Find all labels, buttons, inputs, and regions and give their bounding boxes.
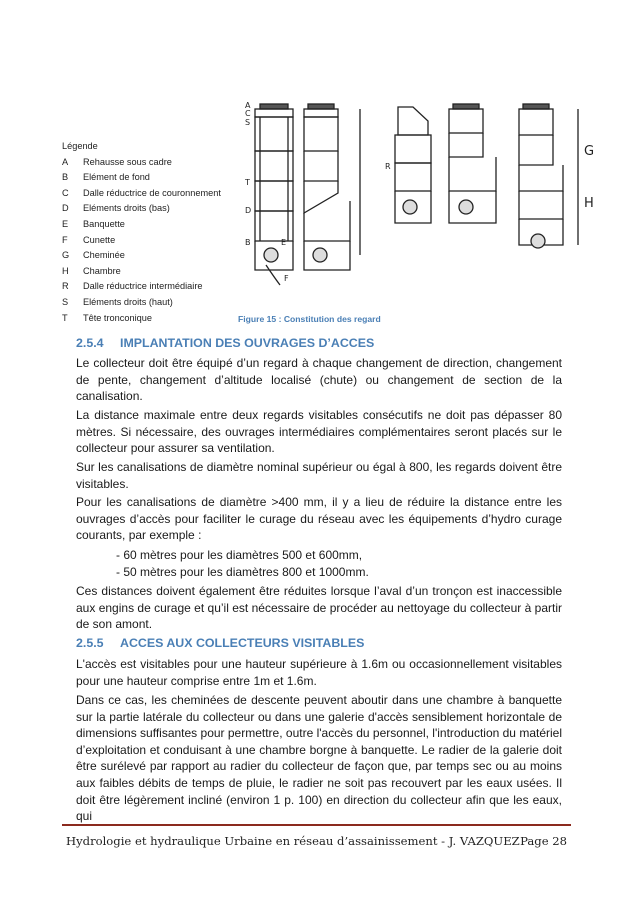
legend-label: Tête tronconique — [83, 312, 152, 323]
legend-key: G — [62, 250, 70, 261]
section-number: 2.5.4 — [76, 336, 104, 350]
legend-item — [62, 155, 221, 171]
page-number: Page 28 — [520, 834, 567, 848]
label-h: H — [584, 196, 594, 211]
footer-rule — [62, 824, 571, 826]
label-d: D — [245, 206, 252, 215]
legend-label: Dalle réductrice intermédiaire — [83, 281, 203, 292]
paragraph: La distance maximale entre deux regards visitables consécutifs ne doit pas dépasser 80 mètres. Si nécessaire, des ouvrages intermédiaires complémentaires seront placés sur le collecteur pour assurer sa ventilation. — [76, 408, 562, 456]
legend-item — [62, 279, 221, 295]
paragraph: Dans ce cas, les cheminées de descente peuvent aboutir dans une chambre à banquette sur la partie latérale du collecteur ou dans une galerie d'accès sensiblement horizontale de dimensions suffisantes pour permettre, outre l'accès du personnel, l'introduction du matériel d’exploitation et conduisant à une chambre borgne à banquette. Le radier de la galerie doit être surélevé par rapport au radier du collecteur de façon que, par temps sec ou au moins aux faibles débits de temps de pluie, le radier ne soit pas recouvert par les eaux usées. Il doit être légèrement incliné (environ 1 p. 100) en direction du collecteur afin que les eaux, qui — [76, 693, 562, 824]
figure-legend — [62, 139, 221, 326]
legend-key: B — [62, 172, 69, 183]
label-e: E — [281, 238, 287, 247]
legend-item — [62, 264, 221, 280]
legend-item — [62, 201, 221, 217]
legend-key: C — [62, 187, 69, 198]
section-title: IMPLANTATION DES OUVRAGES D’ACCES — [120, 336, 375, 350]
legend-label: Eléments droits (bas) — [83, 203, 170, 214]
paragraph: L'accès est visitables pour une hauteur supérieure à 1.6m ou occasionnellement visitables pour une hauteur comprise entre 1m et 1.6m. — [76, 657, 562, 688]
label-g: G — [584, 144, 595, 159]
list-item: - 60 mètres pour les diamètres 500 et 600mm, — [116, 548, 363, 562]
label-t: T — [245, 178, 250, 187]
legend-key: F — [62, 234, 68, 245]
legend-key: E — [62, 218, 69, 229]
section-title: ACCES AUX COLLECTEURS VISITABLES — [120, 636, 365, 650]
legend-item — [62, 295, 221, 311]
legend-label: Banquette — [83, 218, 125, 229]
paragraph: Sur les canalisations de diamètre nominal supérieur ou égal à 800, les regards doivent être visitables. — [76, 460, 562, 491]
manhole-drawing — [238, 95, 598, 300]
section-number: 2.5.5 — [76, 636, 104, 650]
legend-item — [62, 217, 221, 233]
legend-label: Chambre — [83, 265, 121, 276]
legend-key: T — [62, 312, 68, 323]
legend-title: Légende — [62, 141, 98, 151]
paragraph: Le collecteur doit être équipé d’un regard à chaque changement de direction, changement de pente, changement d’altitude localisé (chute) ou changement de section de la canalisation. — [76, 356, 562, 404]
legend-key: D — [62, 203, 69, 214]
label-a: A — [245, 101, 251, 110]
legend-key: A — [62, 156, 69, 167]
legend-label: Dalle réductrice de couronnement — [83, 187, 221, 198]
paragraph: Pour les canalisations de diamètre >400 mm, il y a lieu de réduire la distance entre les ouvrages d’accès pour faciliter le curage du réseau avec les équipements d’hydro curage courants, par exemple : — [76, 495, 562, 543]
legend-item — [62, 233, 221, 249]
legend-key: H — [62, 265, 69, 276]
section-heading-2-5-4 — [76, 336, 374, 350]
diagram-labels — [244, 101, 594, 283]
label-s: S — [245, 118, 251, 127]
legend-item — [62, 170, 221, 186]
label-f: F — [284, 274, 289, 283]
paragraph: Ces distances doivent également être réduites lorsque l’aval d’un tronçon est inaccessible aux engins de curage et qu’il est nécessaire de procéder au nettoyage du collecteur à partir de son amont. — [76, 584, 562, 632]
list-item: - 50 mètres pour les diamètres 800 et 1000mm. — [116, 565, 369, 579]
section-heading-2-5-5 — [76, 636, 364, 650]
legend-item — [62, 186, 221, 202]
figure-caption: Figure 15 : Constitution des regard — [238, 314, 381, 324]
legend-item — [62, 311, 221, 327]
legend-label: Eléments droits (haut) — [83, 296, 173, 307]
legend-label: Cheminée — [83, 250, 125, 261]
footer-title: Hydrologie et hydraulique Urbaine en réseau d’assainissement - J. VAZQUEZ — [66, 834, 520, 848]
legend-key: R — [62, 281, 69, 292]
legend-item — [62, 248, 221, 264]
label-b: B — [245, 238, 251, 247]
manhole-diagram — [238, 95, 598, 300]
label-r: R — [385, 162, 391, 171]
legend-label: Rehausse sous cadre — [83, 156, 172, 167]
label-c: C — [245, 109, 251, 118]
legend-label: Cunette — [83, 234, 116, 245]
legend-label: Elément de fond — [83, 172, 150, 183]
legend-key: S — [62, 296, 69, 307]
